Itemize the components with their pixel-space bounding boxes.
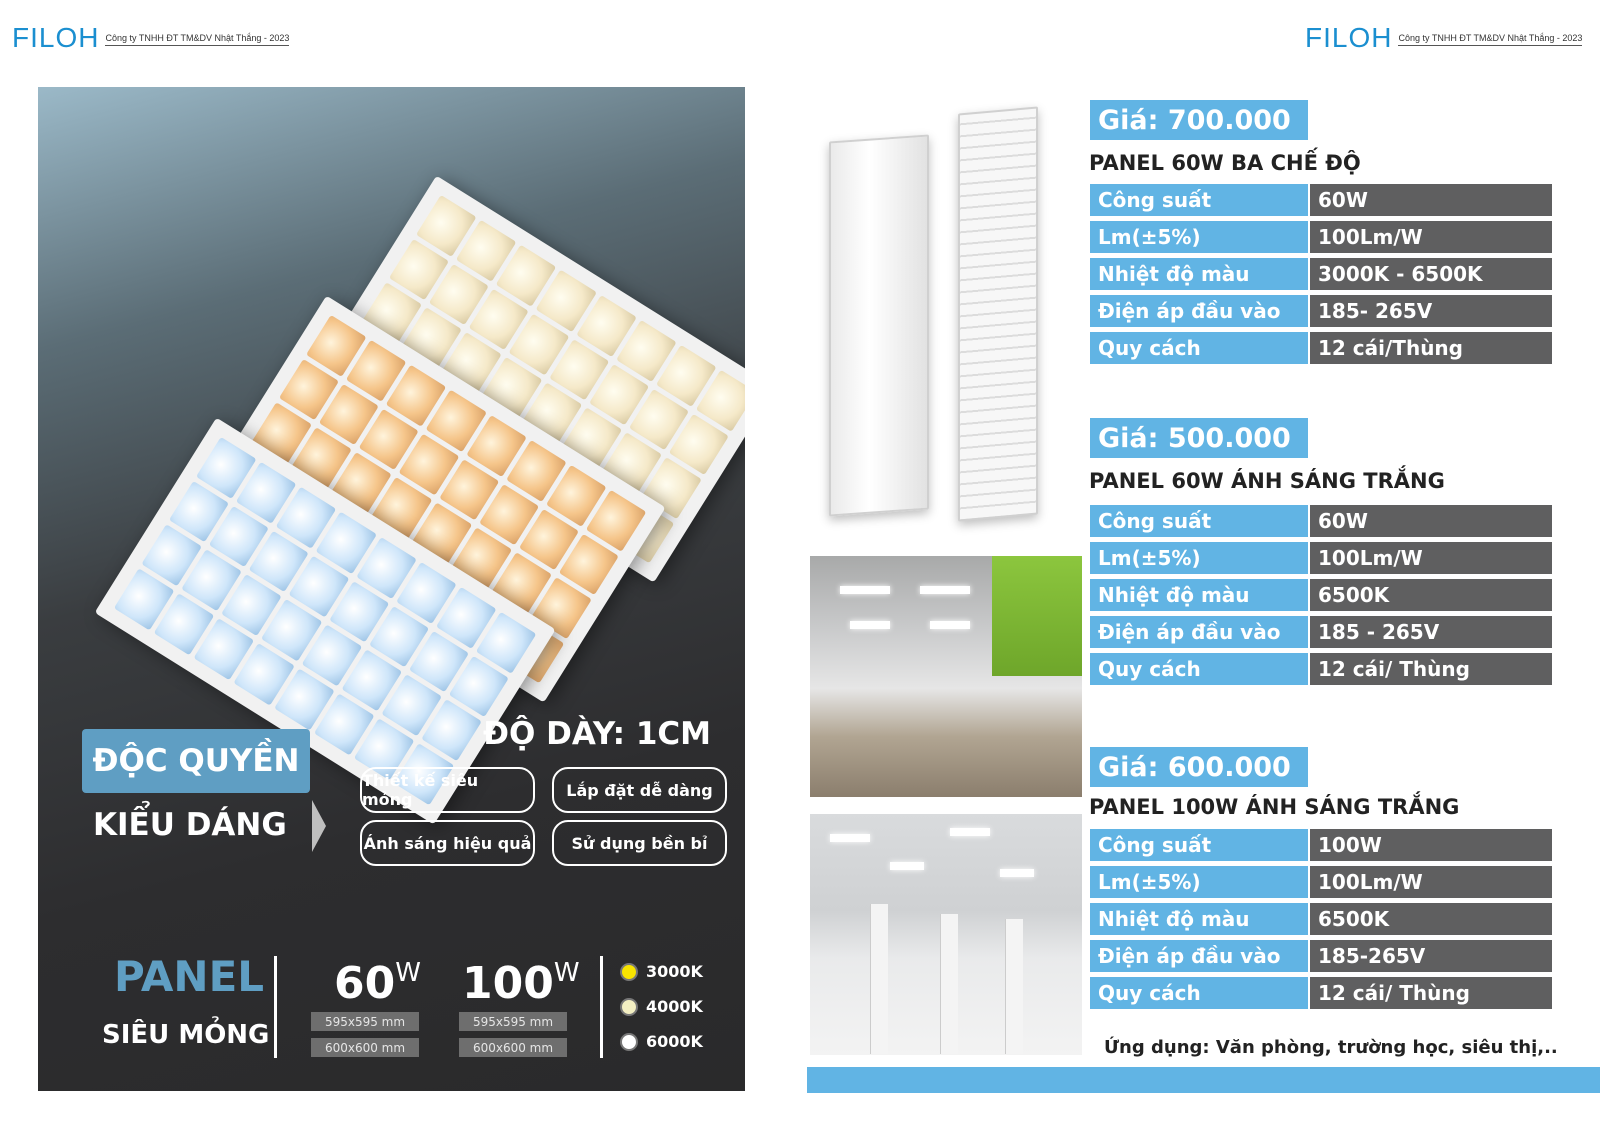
spec-label: Quy cách [1090, 653, 1308, 685]
price-label: Giá: 600.000 [1090, 747, 1308, 787]
office-hall-photo [810, 814, 1082, 1055]
size-label: 595x595 mm [311, 1012, 419, 1031]
spec-label: Lm(±5%) [1090, 866, 1308, 898]
power-value: 100 [462, 958, 554, 1009]
power-unit: W [553, 958, 580, 988]
spec-label: Nhiệt độ màu [1090, 579, 1308, 611]
price-label: Giá: 700.000 [1090, 100, 1308, 140]
spec-value: 100Lm/W [1310, 542, 1552, 574]
style-label: KIỂU DÁNG [93, 807, 287, 843]
spec-row [1090, 653, 1552, 685]
panel-back-photo [829, 135, 929, 517]
pillar [940, 914, 958, 1054]
temp-label: 3000K [646, 962, 703, 981]
company-line: Công ty TNHH ĐT TM&DV Nhật Thắng - 2023 [1398, 33, 1582, 46]
product-title: PANEL 60W BA CHẾ ĐỘ [1089, 151, 1361, 175]
product-title: PANEL 60W ÁNH SÁNG TRẮNG [1089, 469, 1445, 493]
exclusive-badge: ĐỘC QUYỀN [82, 729, 310, 793]
power-60w [334, 958, 421, 1009]
spec-label: Nhiệt độ màu [1090, 903, 1308, 935]
price-label: Giá: 500.000 [1090, 418, 1308, 458]
spec-row [1090, 332, 1552, 364]
logo-wordmark: FILOH [1305, 22, 1393, 53]
spec-label: Quy cách [1090, 977, 1308, 1009]
panel-title: PANEL [114, 952, 265, 1001]
promo-panel [38, 87, 745, 1091]
ceiling-light [830, 834, 870, 842]
ultra-thin-label: SIÊU MỎNG [102, 1020, 270, 1050]
color-temp-6000k [620, 1032, 703, 1051]
spec-value: 100Lm/W [1310, 221, 1552, 253]
product-title: PANEL 100W ÁNH SÁNG TRẮNG [1089, 795, 1460, 819]
spec-row [1090, 295, 1552, 327]
spec-value: 60W [1310, 184, 1552, 216]
spec-label: Lm(±5%) [1090, 221, 1308, 253]
spec-table [1090, 184, 1552, 369]
logo-wordmark: FILOH [12, 22, 100, 53]
color-dot-icon [620, 1033, 638, 1051]
color-dot-icon [620, 963, 638, 981]
color-temp-4000k [620, 997, 703, 1016]
classroom-photo [810, 556, 1082, 797]
spec-label: Điện áp đầu vào [1090, 940, 1308, 972]
company-line: Công ty TNHH ĐT TM&DV Nhật Thắng - 2023 [105, 33, 289, 46]
spec-row [1090, 940, 1552, 972]
spec-row [1090, 616, 1552, 648]
spec-value: 185 - 265V [1310, 616, 1552, 648]
feature-pill: Ánh sáng hiệu quả [360, 820, 535, 866]
ceiling-light [950, 828, 990, 836]
feature-pill: Lắp đặt dễ dàng [552, 767, 727, 813]
pillar [870, 904, 888, 1054]
spec-value: 12 cái/ Thùng [1310, 653, 1552, 685]
spec-value: 6500K [1310, 903, 1552, 935]
divider [274, 956, 277, 1058]
temp-label: 6000K [646, 1032, 703, 1051]
size-label: 600x600 mm [459, 1038, 567, 1057]
panel-front-photo [958, 107, 1038, 522]
spec-row [1090, 184, 1552, 216]
ceiling-light [850, 621, 890, 629]
feature-pill: Sử dụng bền bỉ [552, 820, 727, 866]
temp-label: 4000K [646, 997, 703, 1016]
feature-pill: Thiết kế siêu mỏng [360, 767, 535, 813]
spec-value: 12 cái/ Thùng [1310, 977, 1552, 1009]
color-temp-3000k [620, 962, 703, 981]
spec-table [1090, 829, 1552, 1014]
spec-row [1090, 829, 1552, 861]
power-value: 60 [334, 958, 396, 1009]
logo-right [1305, 24, 1582, 52]
pillar [1005, 919, 1023, 1054]
spec-table [1090, 505, 1552, 690]
spec-label: Công suất [1090, 829, 1308, 861]
spec-label: Lm(±5%) [1090, 542, 1308, 574]
spec-value: 185- 265V [1310, 295, 1552, 327]
spec-value: 60W [1310, 505, 1552, 537]
spec-row [1090, 221, 1552, 253]
arrow-right-icon [312, 800, 326, 852]
spec-row [1090, 258, 1552, 290]
spec-value: 12 cái/Thùng [1310, 332, 1552, 364]
power-unit: W [395, 958, 421, 988]
size-label: 600x600 mm [311, 1038, 419, 1057]
spec-row [1090, 542, 1552, 574]
spec-value: 100Lm/W [1310, 866, 1552, 898]
ceiling-light [840, 586, 890, 594]
spec-label: Công suất [1090, 184, 1308, 216]
spec-label: Nhiệt độ màu [1090, 258, 1308, 290]
spec-label: Điện áp đầu vào [1090, 616, 1308, 648]
logo-left [12, 24, 289, 52]
footer-bar [807, 1067, 1600, 1093]
spec-row [1090, 579, 1552, 611]
divider [600, 956, 603, 1058]
ceiling-light [930, 621, 970, 629]
ceiling-light [1000, 869, 1034, 877]
color-dot-icon [620, 998, 638, 1016]
spec-label: Điện áp đầu vào [1090, 295, 1308, 327]
spec-label: Công suất [1090, 505, 1308, 537]
spec-row [1090, 903, 1552, 935]
spec-value: 100W [1310, 829, 1552, 861]
spec-row [1090, 866, 1552, 898]
spec-row [1090, 977, 1552, 1009]
spec-row [1090, 505, 1552, 537]
spec-value: 185-265V [1310, 940, 1552, 972]
ceiling-light [890, 862, 924, 870]
spec-value: 6500K [1310, 579, 1552, 611]
thickness-label: ĐỘ DÀY: 1CM [483, 716, 711, 752]
ceiling-light [920, 586, 970, 594]
size-label: 595x595 mm [459, 1012, 567, 1031]
spec-value: 3000K - 6500K [1310, 258, 1552, 290]
usage-note: Ứng dụng: Văn phòng, trường học, siêu thị,.. [1104, 1037, 1558, 1058]
power-100w [462, 958, 580, 1009]
spec-label: Quy cách [1090, 332, 1308, 364]
